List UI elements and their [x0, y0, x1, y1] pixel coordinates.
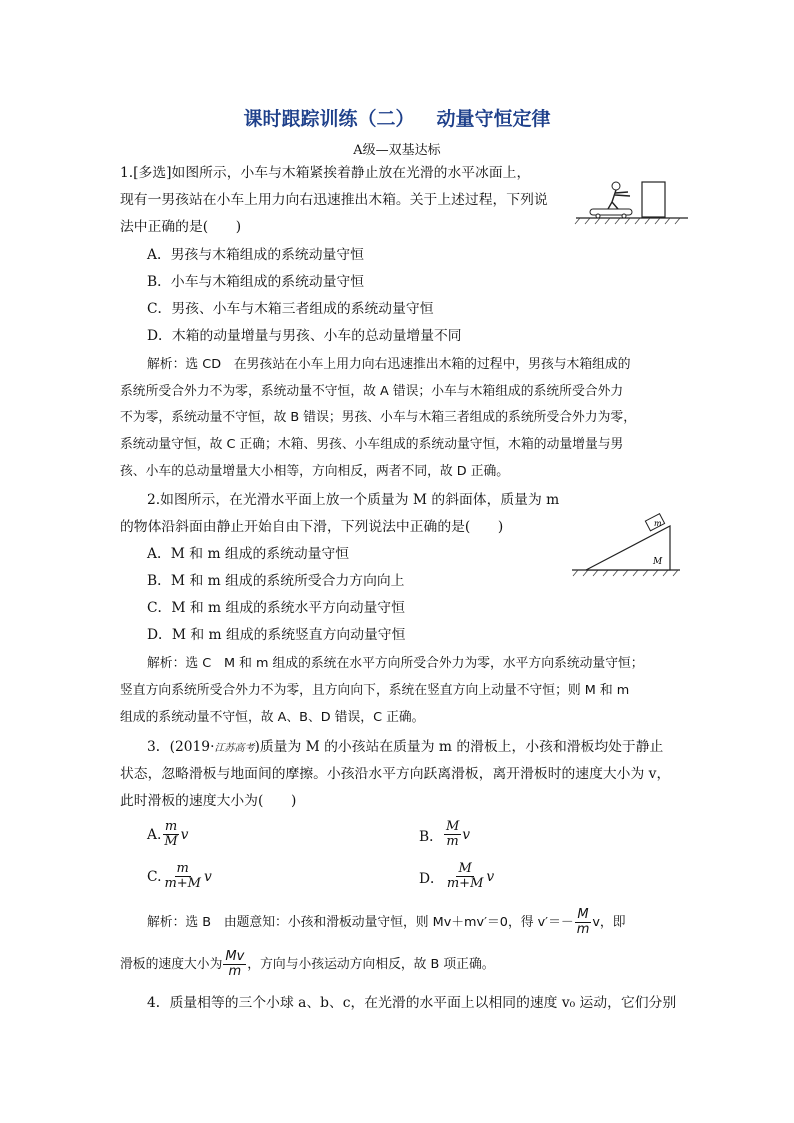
q1-solution-line: 系统所受合外力不为零，系统动量不守恒，故 A 错误；小车与木箱组成的系统所受合外力 — [120, 384, 624, 399]
q2-option: D．M 和 m 组成的系统竖直方向动量守恒 — [147, 627, 406, 643]
q2-solution-line: 竖直方向系统所受合外力不为零，且方向向下，系统在竖直方向上动量不守恒；则 M 和 m — [120, 683, 630, 698]
choice-letter: D． — [419, 870, 444, 887]
q1-text-line: 法中正确的是( ) — [120, 219, 242, 235]
choice-letter: A. — [147, 826, 162, 843]
fraction: $\frac{M}{m+M}$ — [446, 861, 484, 891]
q3-text-line: 状态，忽略滑板与地面间的摩擦。小孩沿水平方向跃离滑板，离开滑板时的速度大小为 v， — [120, 766, 671, 782]
choice-var: v — [180, 826, 189, 843]
title-part2: 动量守恒定律 — [436, 108, 551, 130]
q2-option: C．M 和 m 组成的系统水平方向动量守恒 — [147, 600, 405, 616]
q3-solution-text: v，即 — [592, 914, 626, 930]
fraction: $\frac{M}{m}$ — [576, 907, 590, 937]
q3-text-line: 此时滑板的速度大小为( ) — [120, 793, 297, 809]
q1-solution-line: 孩、小车的总动量增量大小相等，方向相反，两者不同，故 D 正确。 — [120, 464, 510, 479]
q3-choice-a — [147, 820, 188, 849]
q3-source: 江苏高考 — [214, 743, 255, 754]
q1-option: D．木箱的动量增量与男孩、小车的总动量增量不同 — [147, 328, 462, 344]
q3-choice-b — [419, 820, 470, 849]
q4-text-line: 4．质量相等的三个小球 a、b、c，在光滑的水平面上以相同的速度 v₀ 运动，它们分别 — [147, 995, 677, 1011]
q2-solution-line: 解析：选 C M 和 m 组成的系统在水平方向所受合外力为零，水平方向系统动量守恒； — [147, 656, 644, 671]
choice-var: v — [486, 868, 495, 885]
q3-choice-d — [419, 862, 494, 891]
q2-option: A．M 和 m 组成的系统动量守恒 — [147, 546, 350, 562]
q3-solution-text: 解析：选 B 由题意知：小孩和滑板动量守恒，则 Mv＋mv′＝0，得 v′＝－ — [147, 914, 574, 930]
q1-option: C．男孩、小车与木箱三者组成的系统动量守恒 — [147, 301, 434, 317]
page-title — [0, 104, 794, 131]
q1-option: A．男孩与木箱组成的系统动量守恒 — [147, 247, 364, 263]
q2-figure-incline — [570, 512, 682, 578]
choice-var: v — [203, 868, 212, 885]
q1-solution-line: 不为零，系统动量不守恒，故 B 错误；男孩、小车与木箱三者组成的系统所受合外力为零， — [120, 410, 636, 425]
q2-option: B．M 和 m 组成的系统所受合力方向向上 — [147, 573, 405, 589]
q3-prefix: 3．(2019· — [147, 739, 215, 755]
q2-text-line: 2.如图所示，在光滑水平面上放一个质量为 M 的斜面体，质量为 m — [147, 492, 560, 508]
q3-text-line — [147, 737, 663, 759]
choice-letter: B． — [419, 828, 443, 845]
q1-solution-line: 解析：选 CD 在男孩站在小车上用力向右迅速推出木箱的过程中，男孩与木箱组成的 — [147, 357, 631, 372]
q3-solution-line — [120, 950, 495, 979]
fraction: $\frac{m}{M}$ — [164, 819, 178, 849]
fraction: $\frac{m}{m+M}$ — [164, 861, 201, 891]
q2-solution-line: 组成的系统动量不守恒，故 A、B、D 错误，C 正确。 — [120, 710, 425, 725]
q1-text-line: 1.[多选]如图所示，小车与木箱紧挨着静止放在光滑的水平冰面上， — [120, 165, 531, 181]
q3-solution-text: ，方向与小孩运动方向相反，故 B 项正确。 — [247, 956, 495, 972]
section-subtitle: A级—双基达标 — [353, 143, 441, 158]
q1-text-line: 现有一男孩站在小车上用力向右迅速推出木箱。关于上述过程，下列说 — [120, 192, 548, 208]
q2-fig-label-m: m — [654, 519, 662, 528]
choice-letter: C. — [147, 868, 162, 885]
fraction: $\frac{M}{m}$ — [445, 819, 460, 849]
q3-solution-line — [147, 908, 626, 937]
q2-fig-label-M: M — [653, 557, 663, 567]
title-part1: 课时跟踪训练（二） — [243, 108, 415, 130]
fraction: $\frac{Mv}{m}$ — [225, 949, 245, 979]
q3-solution-text: 滑板的速度大小为 — [120, 956, 223, 972]
q3-stem: )质量为 M 的小孩站在质量为 m 的滑板上，小孩和滑板均处于静止 — [254, 739, 664, 755]
choice-var: v — [462, 826, 471, 843]
q1-solution-line: 系统动量守恒，故 C 正确；木箱、男孩、小车组成的系统动量守恒，木箱的动量增量与男 — [120, 437, 624, 452]
q1-option: B．小车与木箱组成的系统动量守恒 — [147, 274, 365, 290]
q3-choice-c — [147, 862, 212, 891]
q1-figure-boy-cart-box — [572, 172, 692, 226]
q2-text-line: 的物体沿斜面由静止开始自由下滑，下列说法中正确的是( ) — [120, 519, 504, 535]
